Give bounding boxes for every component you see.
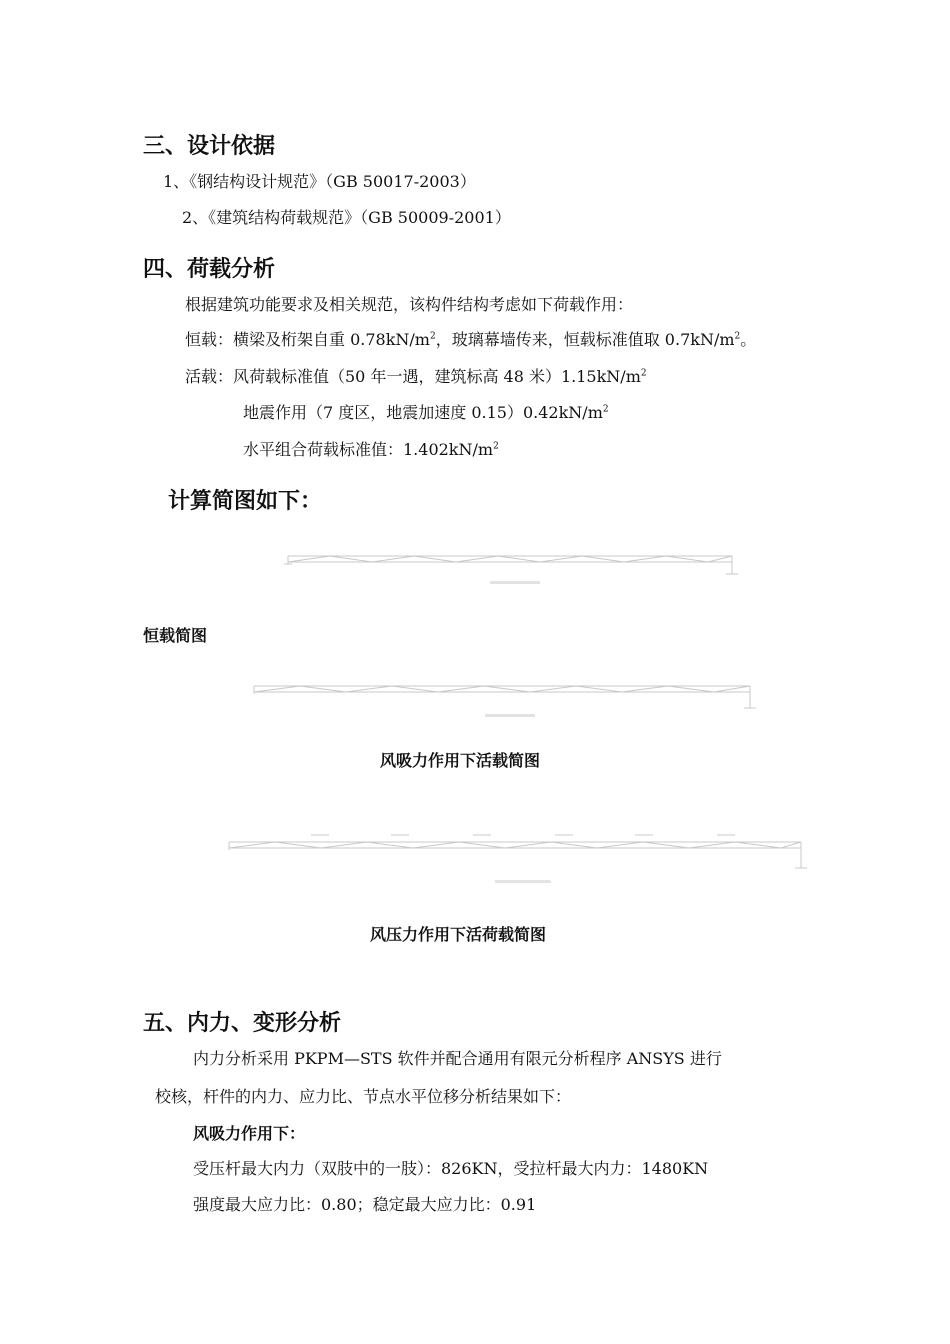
caption-wind-pressure: 风压力作用下活荷载简图 xyxy=(370,925,547,944)
dead-load-line: 恒载：横梁及桁架自重 $0.78kN/m^2$，玻璃幕墙传来，恒载标准值取 $0.7kN/m^2$。 xyxy=(185,330,757,349)
dead-load-diagram xyxy=(280,548,740,592)
reference-load-code: 2、《建筑结构荷载规范》（GB 50009-2001） xyxy=(182,208,511,227)
live-load-seismic: 地震作用（7 度区，地震加速度 $0.15)0.42kN/m^2$ xyxy=(243,403,609,422)
section-4-heading: 四、荷载分析 xyxy=(143,257,276,282)
load-intro: 根据建筑功能要求及相关规范，该构件结构考虑如下荷载作用： xyxy=(185,295,634,314)
analysis-para-line1: 内力分析采用 PKPM—STS 软件并配合通用有限元分析程序 ANSYS 进行 xyxy=(193,1049,722,1068)
section-5-heading: 五、内力、变形分析 xyxy=(143,1011,342,1036)
analysis-para-line2: 校核，杆件的内力、应力比、节点水平位移分析结果如下： xyxy=(155,1087,572,1106)
caption-dead-load: 恒载简图 xyxy=(143,626,208,645)
wind-suction-diagram xyxy=(250,680,755,722)
live-load-combined: 水平组合荷载标准值：$1.402kN/m^2$ xyxy=(243,440,499,459)
wind-suction-subheading: 风吸力作用下： xyxy=(193,1124,306,1143)
section-3-heading: 三、设计依据 xyxy=(143,134,276,159)
wind-pressure-diagram xyxy=(225,830,805,888)
result-stress-ratio: 强度最大应力比：0.80；稳定最大应力比：0.91 xyxy=(193,1195,537,1214)
live-load-wind: 活载：风荷载标准值（50 年一遇，建筑标高 48 米）$1.15kN/m^2$ xyxy=(185,367,647,386)
calc-diagram-heading: 计算简图如下： xyxy=(168,489,323,514)
reference-steel-code: 1、《钢结构设计规范》（GB 50017-2003） xyxy=(163,172,476,191)
result-forces: 受压杆最大内力（双肢中的一肢）：826KN，受拉杆最大内力：1480KN xyxy=(193,1159,709,1178)
caption-wind-suction: 风吸力作用下活载简图 xyxy=(380,751,541,770)
